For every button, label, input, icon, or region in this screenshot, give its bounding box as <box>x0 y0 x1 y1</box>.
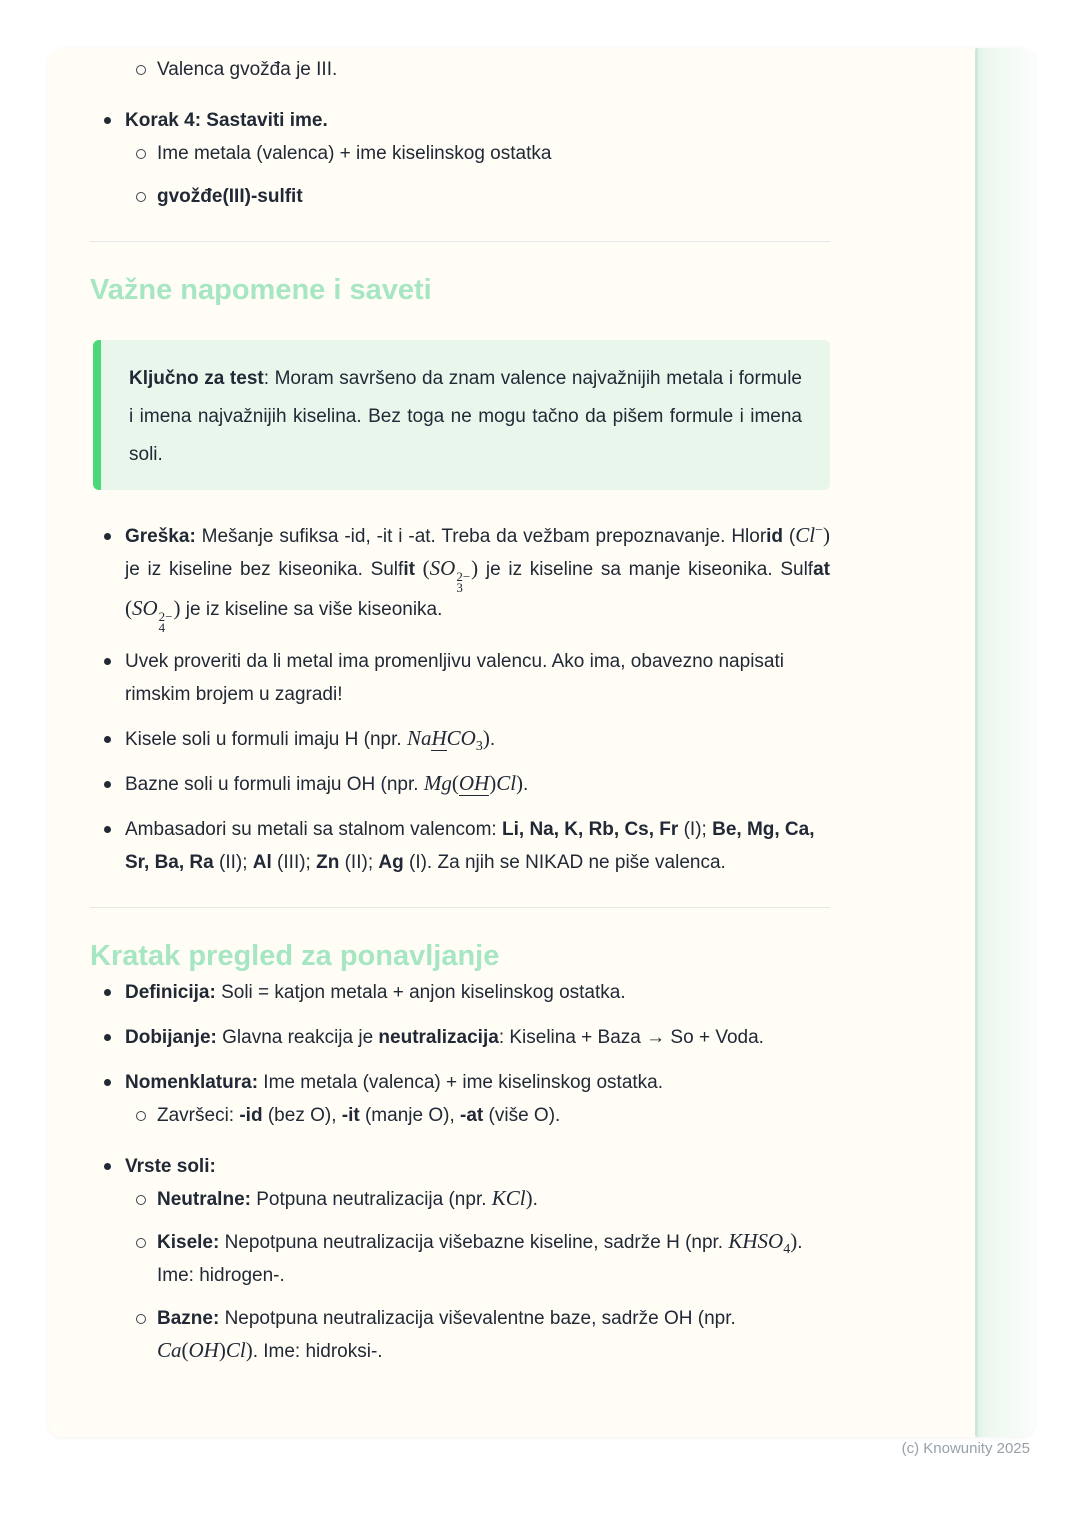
list-item: Dobijanje: Glavna reakcija je neutralizacija: Kiselina + Baza → So + Voda. <box>90 1021 830 1054</box>
chemical-formula: Ca(OH)Cl) <box>157 1337 253 1362</box>
list-item: Završeci: -id (bez O), -it (manje O), -at (više O). <box>90 1099 830 1132</box>
list-item: Greška: Mešanje sufiksa -id, -it i -at. Treba da vežbam prepoznavanje. Hlorid (Cl−) je iz kiseline bez kiseonika. Sulfit (SO 2− 3 ) je iz kiseline sa manje kiseonika. Sulfat (SO 2− 4 ) je iz kiseline sa više kiseonika. <box>90 520 830 633</box>
chemical-formula: KCl) <box>491 1185 533 1210</box>
copyright-footer: (c) Knowunity 2025 <box>901 1440 1030 1457</box>
list-item: Vrste soli: <box>90 1150 830 1183</box>
list-item: Uvek proveriti da li metal ima promenljivu valencu. Ako ima, obavezno napisati rimskim brojem u zagradi! <box>90 645 830 711</box>
chemical-formula: Mg(OH)Cl) <box>423 770 524 795</box>
list-item: Definicija: Soli = katjon metala + anjon kiselinskog ostatka. <box>90 976 830 1009</box>
section-important-notes <box>90 270 830 879</box>
section-quick-review <box>90 936 830 1368</box>
list-item: Kisele: Nepotpuna neutralizacija višebazne kiseline, sadrže H (npr. $KHSO_4$). Ime: hidrogen-. <box>90 1226 830 1292</box>
list-item: Bazne soli u formuli imaju OH (npr. Mg(OH)Cl). <box>90 768 830 801</box>
notes-list <box>90 520 830 879</box>
section-divider <box>90 907 830 908</box>
list-item: Ime metala (valenca) + ime kiselinskog ostatka <box>90 137 830 170</box>
chemical-formula: Cl−) <box>795 523 830 547</box>
list-item: Nomenklatura: Ime metala (valenca) + ime kiselinskog ostatka. <box>90 1066 830 1099</box>
chemical-formula: (SO 2− 3 ) <box>422 556 479 595</box>
list-item: Neutralne: Potpuna neutralizacija (npr. KCl). <box>90 1183 830 1216</box>
section-heading: Kratak pregled za ponavljanje <box>90 939 500 972</box>
list-item: Korak 4: Sastaviti ime. <box>90 104 830 137</box>
list-item: Ambasadori su metali sa stalnom valencom: Li, Na, K, Rb, Cs, Fr (I); Be, Mg, Ca, Sr, Ba, Ra (II); Al (III); Zn (II); Ag (I). Za njih se NIKAD ne piše valenca. <box>90 813 830 879</box>
list-item: Valenca gvožđa je III. <box>90 53 830 86</box>
chemical-formula: NaHCO$_3$) <box>406 725 490 754</box>
list-item: Kisele soli u formuli imaju H (npr. NaHCO$_3$). <box>90 723 830 756</box>
chemical-formula: (SO 2− 4 ) <box>125 595 181 635</box>
list-item: Bazne: Nepotpuna neutralizacija viševalentne baze, sadrže OH (npr. Ca(OH)Cl). Ime: hidroksi-. <box>90 1302 830 1368</box>
review-list <box>90 976 830 1368</box>
page-edge-strip <box>975 48 1035 1437</box>
section-heading: Važne napomene i saveti <box>90 274 432 306</box>
section-divider <box>90 241 830 242</box>
key-callout: Ključno za test: Moram savršeno da znam valence najvažnijih metala i formule i imena najvažnijih kiselina. Bez toga ne mogu tačno da pišem formule i imena soli. <box>93 340 830 490</box>
page-content <box>90 48 830 1368</box>
document-page <box>48 48 1035 1437</box>
intro-list <box>90 53 830 213</box>
list-item: gvožđe(III)-sulfit <box>90 180 830 213</box>
chemical-formula: $KHSO_4$) <box>728 1228 798 1257</box>
